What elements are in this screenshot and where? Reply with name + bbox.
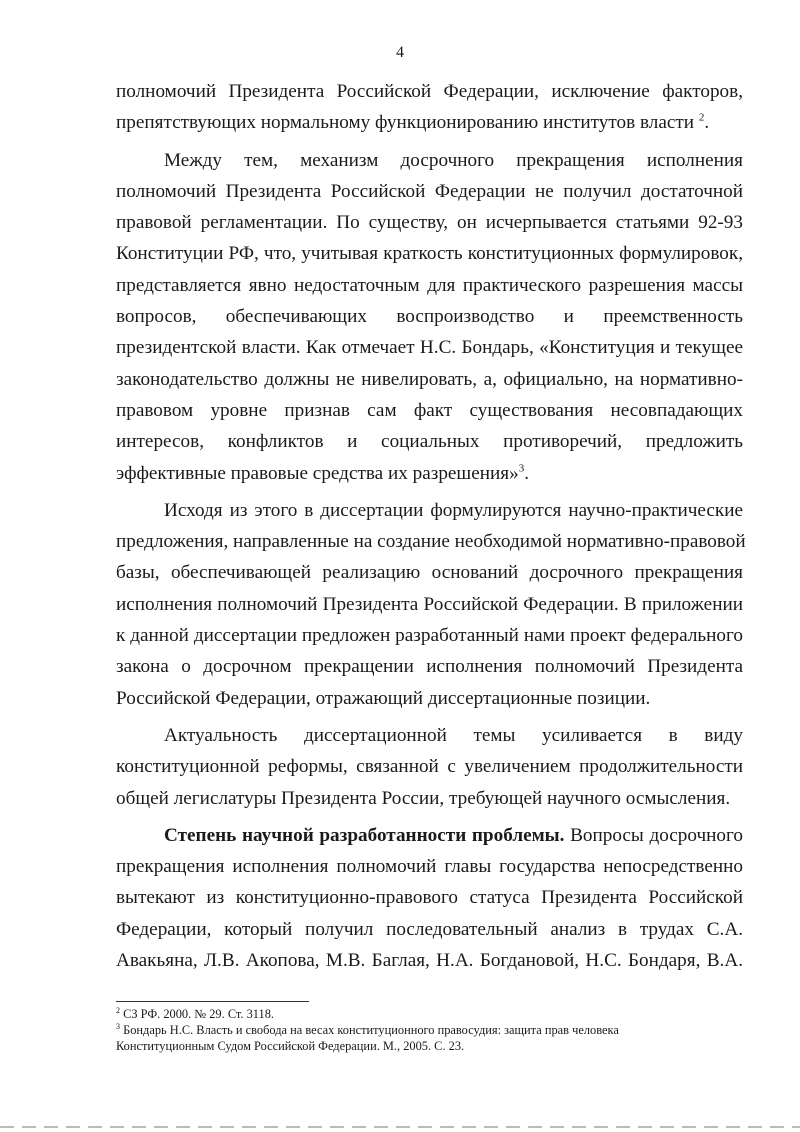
text-line: полномочий Президента Российской Федерации, исключение факторов, xyxy=(116,81,743,102)
text-line: вопросов, обеспечивающих воспроизводство и преемственность xyxy=(116,306,743,328)
paragraph-1 xyxy=(116,76,743,139)
text-line: Авакьяна, Л.В. Акопова, М.В. Баглая, Н.А. Богдановой, Н.С. Бондаря, В.А. xyxy=(116,950,743,972)
paragraph-4 xyxy=(116,720,743,814)
text-line xyxy=(116,107,743,138)
footnote-ref-2: 2 xyxy=(698,111,705,124)
page-number: 4 xyxy=(396,44,404,61)
footnote-ref-3: 3 xyxy=(518,462,525,475)
text-fragment: . xyxy=(704,112,710,134)
text-fragment: . xyxy=(524,462,529,484)
text-line: прекращения исполнения полномочий главы государства непосредственно xyxy=(116,856,743,878)
text-line: полномочий Президента Российской Федерации не получил достаточной xyxy=(116,180,743,202)
body-text xyxy=(116,76,746,976)
paragraph-5 xyxy=(116,820,743,976)
text-fragment: Вопросы досрочного xyxy=(564,824,743,846)
footnote-3 xyxy=(116,1022,743,1038)
text-line: к данной диссертации предложен разработанный нами проект федерального xyxy=(116,625,743,647)
footnote-text: Бондарь Н.С. Власть и свобода на весах конституционного правосудия: защита прав человека xyxy=(123,1023,619,1037)
text-line: Актуальность диссертационной темы усиливается в виду xyxy=(164,724,743,746)
text-line: конституционной реформы, связанной с увеличением продолжительности xyxy=(116,756,743,778)
paragraph-3 xyxy=(116,495,746,714)
text-line: представляется явно недостаточным для практического разрешения массы xyxy=(116,274,743,296)
text-line: законодательство должны не нивелировать, а, официально, на нормативно- xyxy=(116,368,743,390)
footnote-2 xyxy=(116,1006,743,1022)
footnote-text: СЗ РФ. 2000. № 29. Ст. 3118. xyxy=(123,1007,275,1021)
text-line: исполнения полномочий Президента Российской Федерации. В приложении xyxy=(116,593,743,615)
text-line: предложения, направленные на создание необходимой нормативно-правовой xyxy=(116,531,746,553)
text-line: базы, обеспечивающей реализацию оснований досрочного прекращения xyxy=(116,562,743,584)
footnote-divider xyxy=(116,1001,309,1002)
text-line xyxy=(116,820,743,851)
footnote-3-continued: Конституционным Судом Российской Федерации. М., 2005. С. 23. xyxy=(116,1039,465,1053)
footnote-mark: 3 xyxy=(116,1021,120,1031)
text-line: президентской власти. Как отмечает Н.С. Бондарь, «Конституция и текущее xyxy=(116,337,743,359)
text-line: общей легислатуры Президента России, требующей научного осмысления. xyxy=(116,787,731,809)
section-heading: Степень научной разработанности проблемы. xyxy=(164,824,565,846)
text-line: Исходя из этого в диссертации формулируются научно-практические xyxy=(164,499,743,521)
footnote-mark: 2 xyxy=(116,1005,120,1015)
footnotes xyxy=(116,1006,743,1054)
text-line: Федерации, который получил последовательный анализ в трудах С.А. xyxy=(116,918,743,940)
text-line: правовом уровне признав сам факт существования несовпадающих xyxy=(116,399,743,421)
text-line: правовой регламентации. По существу, он исчерпывается статьями 92-93 xyxy=(116,212,743,234)
text-line: вытекают из конституционно-правового статуса Президента Российской xyxy=(116,887,743,909)
text-line xyxy=(116,458,743,489)
text-line: Между тем, механизм досрочного прекращения исполнения xyxy=(164,149,743,171)
paragraph-2 xyxy=(116,145,743,489)
text-line: закона о досрочном прекращении исполнения полномочий Президента xyxy=(116,656,743,678)
text-line: Российской Федерации, отражающий диссертационные позиции. xyxy=(116,687,651,709)
text-line: Конституции РФ, что, учитывая краткость конституционных формулировок, xyxy=(116,243,743,265)
text-fragment: эффективные правовые средства их разрешения» xyxy=(116,462,519,484)
text-line: интересов, конфликтов и социальных противоречий, предложить xyxy=(116,431,743,453)
text-fragment: препятствующих нормальному функционированию институтов власти xyxy=(116,112,695,134)
scan-edge-artifact xyxy=(0,1126,800,1128)
